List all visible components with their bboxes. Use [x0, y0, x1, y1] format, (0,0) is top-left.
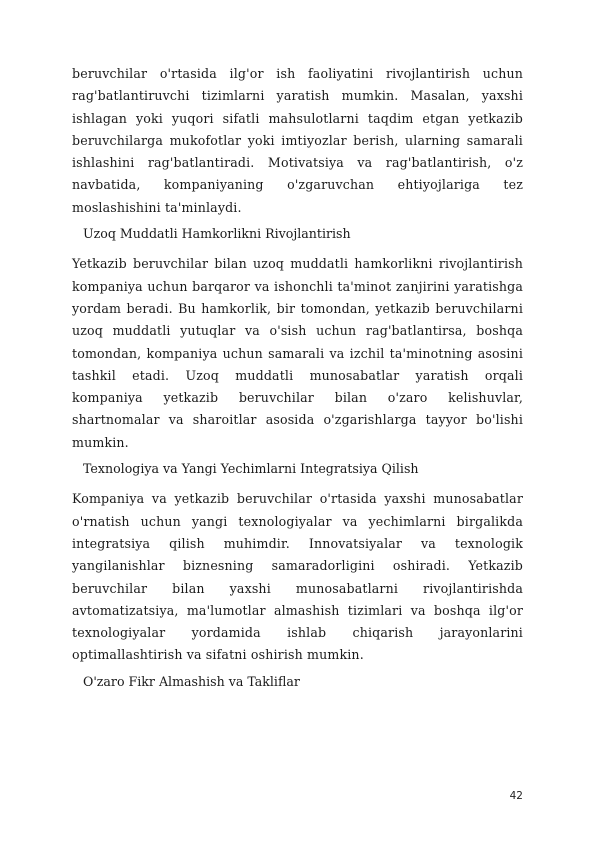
- section-heading: Texnologiya va Yangi Yechimlarni Integratsiya Qilish: [83, 461, 419, 477]
- page-number: 42: [509, 790, 523, 802]
- section-heading: O'zaro Fikr Almashish va Takliflar: [83, 673, 300, 689]
- section-heading: Uzoq Muddatli Hamkorlikni Rivojlantirish: [83, 226, 351, 242]
- body-paragraph: beruvchilar o'rtasida ilg'or ish faoliyatini rivojlantirish uchun rag'batlantiruvchi tizimlarni yaratish mumkin. Masalan, yaxshi ishlagan yoki yuqori sifatli mahsulotlarni taqdim etgan yetkazib beruvchilarga mukofotlar yoki imtiyozlar berish, ularning samarali ishlashini rag'batlantiradi. Motivatsiya va rag'batlantirish, o'z navbatida, kompaniyaning o'zgaruvchan ehtiyojlariga tez moslashishini ta'minlaydi.: [72, 66, 523, 215]
- body-paragraph: Kompaniya va yetkazib beruvchilar o'rtasida yaxshi munosabatlar o'rnatish uchun yangi texnologiyalar va yechimlarni birgalikda integratsiya qilish muhimdir. Innovatsiyalar va texnologik yangilanishlar biznesning samaradorligini oshiradi. Yetkazib beruvchilar bilan yaxshi munosabatlarni rivojlantirishda avtomatizatsiya, ma'lumotlar almashish tizimlari va boshqa ilg'or texnologiyalar yordamida ishlab chiqarish jarayonlarini optimallashtirish va sifatni oshirish mumkin.: [72, 491, 523, 663]
- document-page: [72, 63, 523, 701]
- body-paragraph: Yetkazib beruvchilar bilan uzoq muddatli hamkorlikni rivojlantirish kompaniya uchun barqaror va ishonchli ta'minot zanjirini yaratishga yordam beradi. Bu hamkorlik, bir tomondan, yetkazib beruvchilarni uzoq muddatli yutuqlar va o'sish uchun rag'batlantirsa, boshqa tomondan, kompaniya uchun samarali va izchil ta'minotning asosini tashkil etadi. Uzoq muddatli munosabatlar yaratish orqali kompaniya yetkazib beruvchilar bilan o'zaro kelishuvlar, shartnomalar va sharoitlar asosida o'zgarishlarga tayyor bo'lishi mumkin.: [72, 256, 523, 450]
